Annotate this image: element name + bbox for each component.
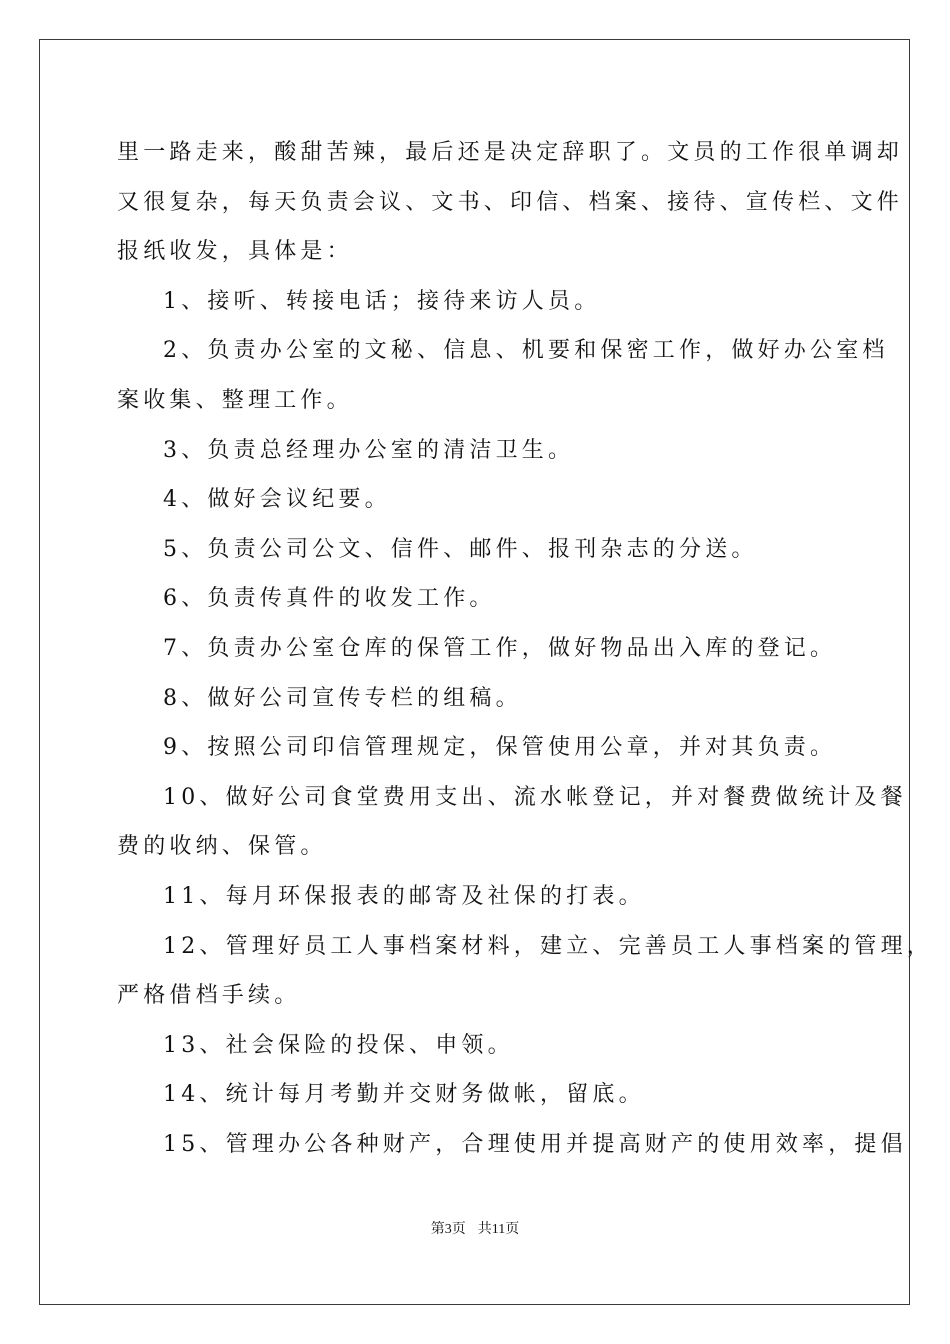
text-line: 7、负责办公室仓库的保管工作，做好物品出入库的登记。 <box>163 635 837 661</box>
text-line: 15、管理办公各种财产，合理使用并提高财产的使用效率，提倡 <box>163 1131 907 1157</box>
text-line: 又很复杂，每天负责会议、文书、印信、档案、接待、宣传栏、文件 <box>117 189 904 215</box>
text-line: 案收集、整理工作。 <box>117 387 353 413</box>
page-total: 共11页 <box>477 1222 520 1237</box>
text-line: 里一路走来，酸甜苦辣，最后还是决定辞职了。文员的工作很单调却 <box>117 140 904 165</box>
text-line: 1、接听、转接电话；接待来访人员。 <box>163 288 601 314</box>
text-line: 14、统计每月考勤并交财务做帐，留底。 <box>163 1082 645 1108</box>
page-footer <box>0 1220 950 1240</box>
text-line: 10、做好公司食堂费用支出、流水帐登记，并对餐费做统计及餐 <box>163 784 907 810</box>
text-line: 12、管理好员工人事档案材料，建立、完善员工人事档案的管理， <box>163 933 933 959</box>
text-line: 13、社会保险的投保、申领。 <box>163 1032 514 1058</box>
text-line: 3、负责总经理办公室的清洁卫生。 <box>163 437 575 463</box>
text-line: 严格借档手续。 <box>117 983 301 1009</box>
text-line: 报纸收发，具体是： <box>117 239 353 265</box>
page-number: 第3页 <box>430 1222 466 1237</box>
document-body <box>117 128 933 1169</box>
text-line: 2、负责办公室的文秘、信息、机要和保密工作，做好办公室档 <box>163 338 889 364</box>
text-line: 11、每月环保报表的邮寄及社保的打表。 <box>163 883 645 909</box>
text-line: 5、负责公司公文、信件、邮件、报刊杂志的分送。 <box>163 536 758 562</box>
text-line: 9、按照公司印信管理规定，保管使用公章，并对其负责。 <box>163 735 837 761</box>
text-line: 6、负责传真件的收发工作。 <box>163 586 496 612</box>
text-line: 8、做好公司宣传专栏的组稿。 <box>163 685 522 711</box>
text-line: 费的收纳、保管。 <box>117 834 327 860</box>
text-line: 4、做好会议纪要。 <box>163 487 391 513</box>
